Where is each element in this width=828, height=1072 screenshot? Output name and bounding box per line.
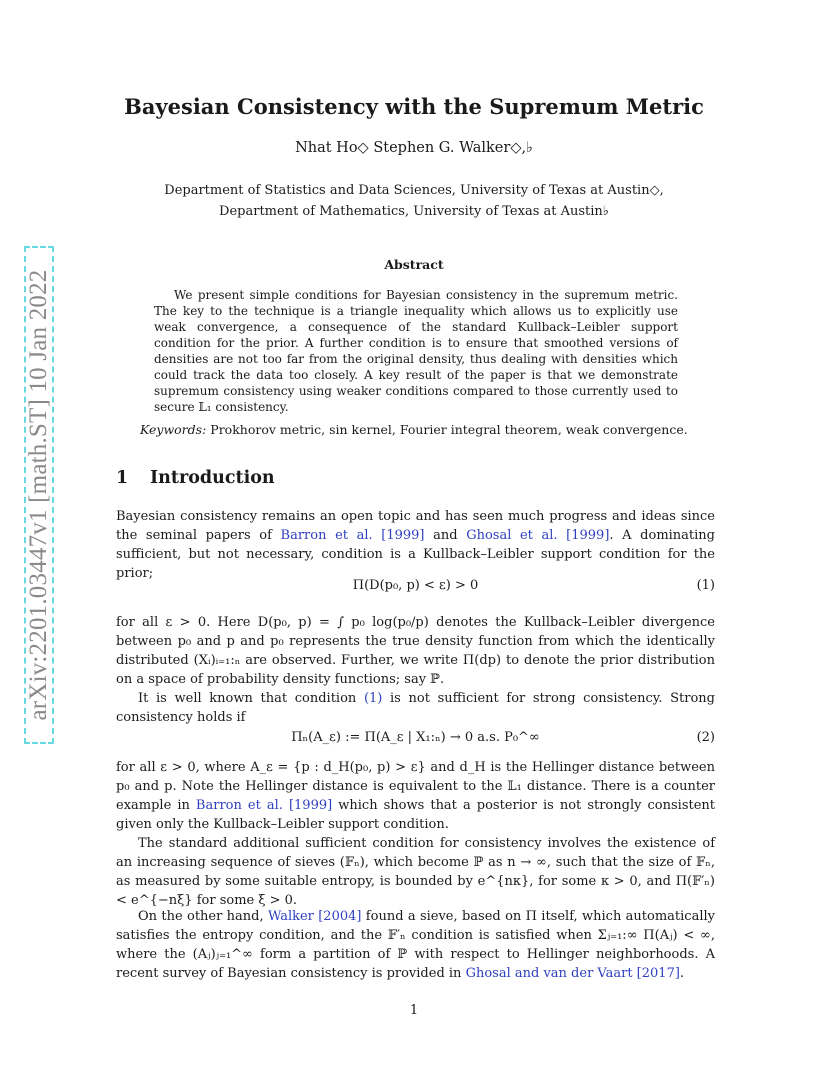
abstract-heading: Abstract (384, 257, 444, 272)
section-number: 1 (116, 468, 129, 488)
section-heading (116, 468, 275, 488)
arxiv-identifier: arXiv:2201.03447v1 [math.ST] 10 Jan 2022 (25, 269, 52, 721)
text-run: Bayesian consistency remains an open topic and has seen much progress and ideas since the seminal papers of (116, 509, 715, 543)
text-run: for all ε > 0, where A_ε = {p : d_H(p₀, p) > ε} and d_H is the Hellinger distance between p₀ and p. Note the Hellinger distance is equivalent to the 𝕃₁ distance. There is a counter example in (116, 760, 715, 813)
equation-2-expression: Πₙ(A_ε) := Π(A_ε | X₁:ₙ) → 0 a.s. P₀^∞ (291, 730, 540, 745)
section-title: Introduction (150, 468, 275, 488)
author-list: Nhat Ho◇ Stephen G. Walker◇,♭ (295, 140, 533, 156)
citation-walker[interactable]: Walker [2004] (267, 909, 362, 924)
text-run: which shows that a posterior is not strongly consistent given only the Kullback–Leibler support condition. (116, 798, 716, 832)
paragraph-5-text: The standard additional sufficient condition for consistency involves the existence of an increasing sequence of sieves (𝔽ₙ), which become ℙ as n → ∞, such that the size of 𝔽ₙ, as measured by some suitable entropy, is bounded by e^{nκ}, for some κ > 0, and Π(𝔽′ₙ) < e^{−nξ} for some ξ > 0. (116, 836, 715, 908)
keywords-label: Keywords: (140, 422, 207, 437)
text-run: On the other hand, (138, 909, 268, 924)
text-run: . (679, 966, 685, 981)
abstract-text: We present simple conditions for Bayesian consistency in the supremum metric. The key to the technique is a triangle inequality which allows us to explicitly use weak convergence, a consequence of the standard Kullback–Leibler support condition for the prior. A further condition is to ensure that smoothed versions of densities are not too far from the original density, thus dealing with densities which could track the data too closely. A key result of the paper is that we demonstrate supremum consistency using weaker conditions compared to those currently used to secure 𝕃₁ consistency. (154, 288, 678, 414)
abstract-body (154, 287, 678, 415)
paragraph-2-text: for all ε > 0. Here D(p₀, p) = ∫ p₀ log(p₀/p) denotes the Kullback–Leibler divergence between p₀ and p and p₀ represents the true density function from which the identically distributed (Xᵢ)ᵢ₌₁:ₙ are observed. Further, we write Π(dp) to denote the prior distribution on a space of probability density functions; say ℙ. (116, 615, 715, 687)
citation-barron-2[interactable]: Barron et al. [1999] (195, 798, 333, 813)
page-number: 1 (409, 1003, 419, 1018)
text-run: It is well known that condition (138, 691, 364, 706)
paragraph-5 (116, 834, 715, 910)
paragraph-2 (116, 613, 715, 689)
keywords (140, 422, 700, 437)
affiliation-line-2: Department of Mathematics, University of Texas at Austin♭ (219, 204, 609, 219)
citation-ghosal-vaart[interactable]: Ghosal and van der Vaart [2017] (465, 966, 680, 981)
keywords-text: Prokhorov metric, sin kernel, Fourier integral theorem, weak convergence. (210, 422, 688, 437)
paragraph-6 (116, 907, 715, 983)
text-run: is not sufficient for strong consistency. Strong consistency holds if (116, 691, 715, 725)
citation-ghosal[interactable]: Ghosal et al. [1999] (466, 528, 610, 543)
affiliation-line-1: Department of Statistics and Data Sciences, University of Texas at Austin◇, (164, 183, 664, 198)
paragraph-3 (116, 689, 715, 727)
equation-2-tag: (2) (696, 730, 715, 745)
paper-title: Bayesian Consistency with the Supremum Metric (124, 94, 704, 119)
paragraph-4 (116, 758, 715, 834)
affiliations (0, 180, 828, 222)
equation-1-tag: (1) (696, 578, 715, 593)
text-run: and (424, 528, 467, 543)
citation-barron[interactable]: Barron et al. [1999] (280, 528, 425, 543)
text-run: . A dominating sufficient, but not necessary, condition is a Kullback–Leibler support condition for the prior; (116, 528, 715, 581)
equation-1 (116, 578, 715, 598)
equation-1-reference[interactable]: (1) (363, 691, 383, 706)
text-run: found a sieve, based on Π itself, which automatically satisfies the entropy condition, and the 𝔽′ₙ condition is satisfied when Σⱼ₌₁:∞ Π(Aⱼ) < ∞, where the (Aⱼ)ⱼ₌₁^∞ form a partition of ℙ with respect to Hellinger neighborhoods. A recent survey of Bayesian consistency is provided in (116, 909, 715, 981)
equation-2 (116, 730, 715, 750)
equation-1-expression: Π(D(p₀, p) < ε) > 0 (352, 578, 479, 593)
paragraph-1 (116, 507, 715, 583)
